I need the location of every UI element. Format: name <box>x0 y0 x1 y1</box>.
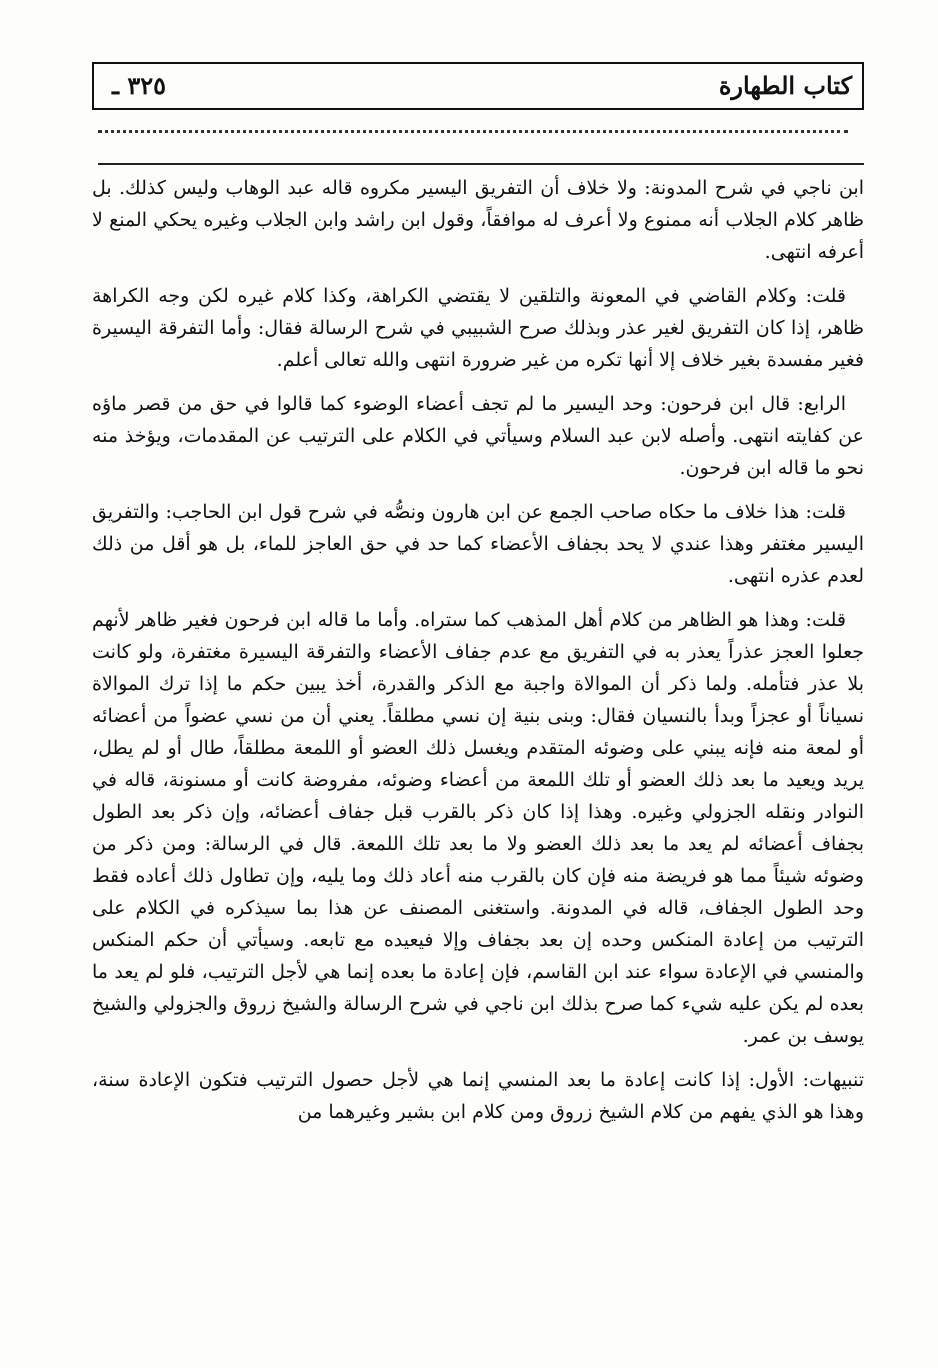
paragraph: تنبيهات: الأول: إذا كانت إعادة ما بعد المنسي إنما هي لأجل حصول الترتيب فتكون الإعادة سنة، وهذا هو الذي يفهم من كلام الشيخ زروق ومن كلام ابن بشير وغيرهما من <box>92 1069 864 1123</box>
page-header <box>92 62 864 110</box>
paragraph: قلت: وهذا هو الظاهر من كلام أهل المذهب كما ستراه. وأما ما قاله ابن فرحون فغير ظاهر لأنهم جعلوا العجز عذراً يعذر به في التفريق مع عدم جفاف الأعضاء والتفرقة اليسيرة مغتفرة، ولو كانت بلا عذر فتأمله. ولما ذكر أن الموالاة واجبة مع الذكر والقدرة، أخذ يبين حكم ما إذا ترك الموالاة نسياناً أو عجزاً وبدأ بالنسيان فقال: وبنى بنية إن نسي مطلقاً. يعني أن من نسي عضواً من أعضائه أو لمعة منه فإنه يبني على وضوئه المتقدم ويغسل ذلك العضو أو اللمعة مطلقاً، طال أو لم يطل، يريد ويعيد ما بعد ذلك العضو أو تلك اللمعة من أعضاء وضوئه، مفروضة كانت أو مسنونة، قاله في النوادر ونقله الجزولي وغيره. وهذا إذا كان ذكر بالقرب قبل جفاف أعضائه، وإن ذكر بعد الطول بجفاف أعضائه لم يعد ما بعد ذلك العضو ولا ما بعد تلك اللمعة. قال في الرسالة: ومن ذكر من وضوئه شيئاً مما هو فريضة منه فإن كان بالقرب منه أعاد ذلك وما يليه، وإن تطاول ذلك أعاده فقط وحد الطول الجفاف، قاله في المدونة. واستغنى المصنف عن هذا بما سيذكره في الكلام على الترتيب من إعادة المنكس وحده إن بعد بجفاف وإلا فيعيده مع تابعه. وسيأتي أن حكم المنكس والمنسي في الإعادة سواء عند ابن القاسم، فإن إعادة ما بعده إنما هي لأجل الترتيب، فلو لم يعد ما بعده لم يكن عليه شيء كما صرح بذلك ابن ناجي في شرح الرسالة والشيخ زروق والجزولي والشيخ يوسف بن عمر. <box>92 609 864 1047</box>
paragraph: قلت: وكلام القاضي في المعونة والتلقين لا يقتضي الكراهة، وكذا كلام غيره لكن وجه الكراهة ظاهر، إذا كان التفريق لغير عذر وبذلك صرح الشبيبي في شرح الرسالة فقال: وأما التفرقة اليسيرة فغير مفسدة بغير خلاف إلا أنها تكره من غير ضرورة انتهى والله تعالى أعلم. <box>92 285 864 371</box>
solid-divider <box>98 163 864 165</box>
book-title: كتاب الطهارة <box>718 71 852 100</box>
paragraph: ابن ناجي في شرح المدونة: ولا خلاف أن التفريق اليسير مكروه قاله عبد الوهاب وليس كذلك. بل ظاهر كلام الجلاب أنه ممنوع ولا أعرف له موافقاً، وقول ابن راشد وابن الجلاب وغيره يحكي المنع لا أعرفه انتهى. <box>92 177 864 263</box>
paragraph: الرابع: قال ابن فرحون: وحد اليسير ما لم تجف أعضاء الوضوء كما قالوا في حق من قصر ماؤه عن كفايته انتهى. وأصله لابن عبد السلام وسيأتي في الكلام على الترتيب عن المقدمات، ويؤخذ منه نحو ما قاله ابن فرحون. <box>92 393 864 479</box>
paragraph: قلت: هذا خلاف ما حكاه صاحب الجمع عن ابن هارون ونصُّه في شرح قول ابن الحاجب: والتفريق اليسير مغتفر وهذا عندي لا يحد بجفاف الأعضاء كما حد في حق العاجز للماء، بل هو أقل من ذلك لعدم عذره انتهى. <box>92 501 864 587</box>
page-body <box>92 172 864 1140</box>
page-number: ٣٢٥ ـ <box>112 71 167 100</box>
dotted-divider <box>98 130 848 133</box>
